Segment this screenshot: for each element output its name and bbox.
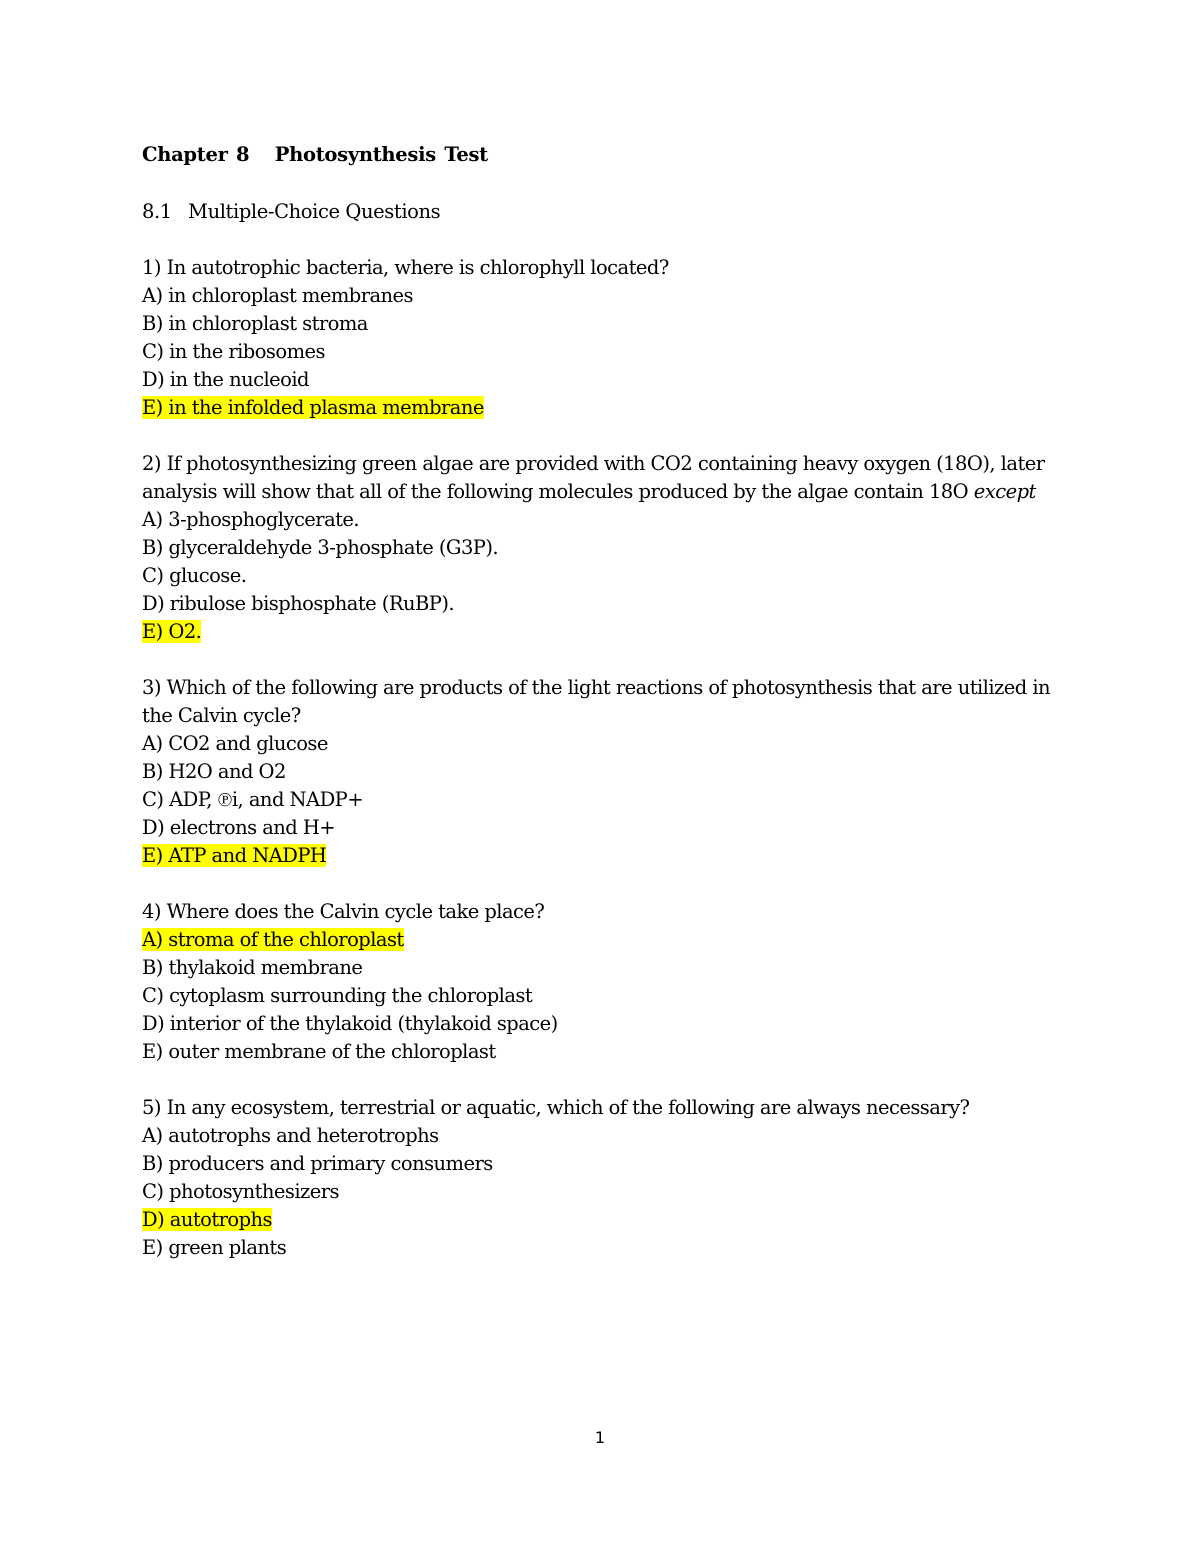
answer-option: A) in chloroplast membranes: [142, 284, 413, 307]
question-text: 3) Which of the following are products of the light reactions of photosynthesis that are utilized in: [142, 676, 1051, 699]
answer-option-correct: [142, 1206, 1082, 1234]
answer-highlight: E) ATP and NADPH: [142, 844, 327, 867]
document-page: [142, 140, 1082, 1262]
answer-option: B) in chloroplast stroma: [142, 312, 368, 335]
answer-option: A) CO2 and glucose: [142, 732, 328, 755]
answer-option: D) ribulose bisphosphate (RuBP).: [142, 592, 455, 615]
answer-option: B) H2O and O2: [142, 760, 286, 783]
answer-highlight: D) autotrophs: [142, 1208, 272, 1231]
answer-option: D) interior of the thylakoid (thylakoid space): [142, 1012, 558, 1035]
question-5: [142, 1094, 1082, 1262]
answer-option-correct: [142, 842, 1082, 870]
answer-option: D) in the nucleoid: [142, 368, 309, 391]
answer-option: A) autotrophs and heterotrophs: [142, 1124, 439, 1147]
answer-option: C) ADP, ℗i, and NADP+: [142, 788, 364, 811]
answer-option: B) producers and primary consumers: [142, 1152, 493, 1175]
answer-option-correct: [142, 618, 1082, 646]
question-emphasis: except: [973, 480, 1036, 503]
answer-option-correct: [142, 926, 1082, 954]
question-3: [142, 674, 1082, 870]
page-title: Chapter 8 Photosynthesis Test: [142, 143, 488, 166]
answer-option: B) glyceraldehyde 3-phosphate (G3P).: [142, 536, 499, 559]
question-text: 2) If photosynthesizing green algae are provided with CO2 containing heavy oxygen (18O), later: [142, 452, 1045, 475]
answer-option: E) green plants: [142, 1236, 287, 1259]
answer-option: E) outer membrane of the chloroplast: [142, 1040, 496, 1063]
answer-highlight: E) in the infolded plasma membrane: [142, 396, 484, 419]
answer-option: A) 3-phosphoglycerate.: [142, 508, 360, 531]
answer-option: B) thylakoid membrane: [142, 956, 363, 979]
section-heading: [142, 198, 1082, 226]
question-text-continued: the Calvin cycle?: [142, 704, 301, 727]
question-1: [142, 254, 1082, 422]
answer-highlight: E) O2.: [142, 620, 202, 643]
answer-option: C) glucose.: [142, 564, 247, 587]
question-2: [142, 450, 1082, 646]
answer-highlight: A) stroma of the chloroplast: [142, 928, 404, 951]
answer-option-correct: [142, 394, 1082, 422]
answer-option: D) electrons and H+: [142, 816, 336, 839]
section-label: Multiple-Choice Questions: [188, 200, 441, 223]
answer-option: C) cytoplasm surrounding the chloroplast: [142, 984, 533, 1007]
answer-option: C) photosynthesizers: [142, 1180, 339, 1203]
question-4: [142, 898, 1082, 1066]
question-text-continued: analysis will show that all of the following molecules produced by the algae contain 18O except: [142, 480, 1036, 503]
question-text: 5) In any ecosystem, terrestrial or aquatic, which of the following are always necessary?: [142, 1096, 970, 1119]
section-number: 8.1: [142, 200, 172, 223]
page-number: 1: [594, 1428, 606, 1447]
question-text: 4) Where does the Calvin cycle take place?: [142, 900, 545, 923]
answer-option: C) in the ribosomes: [142, 340, 325, 363]
question-text: 1) In autotrophic bacteria, where is chlorophyll located?: [142, 256, 669, 279]
